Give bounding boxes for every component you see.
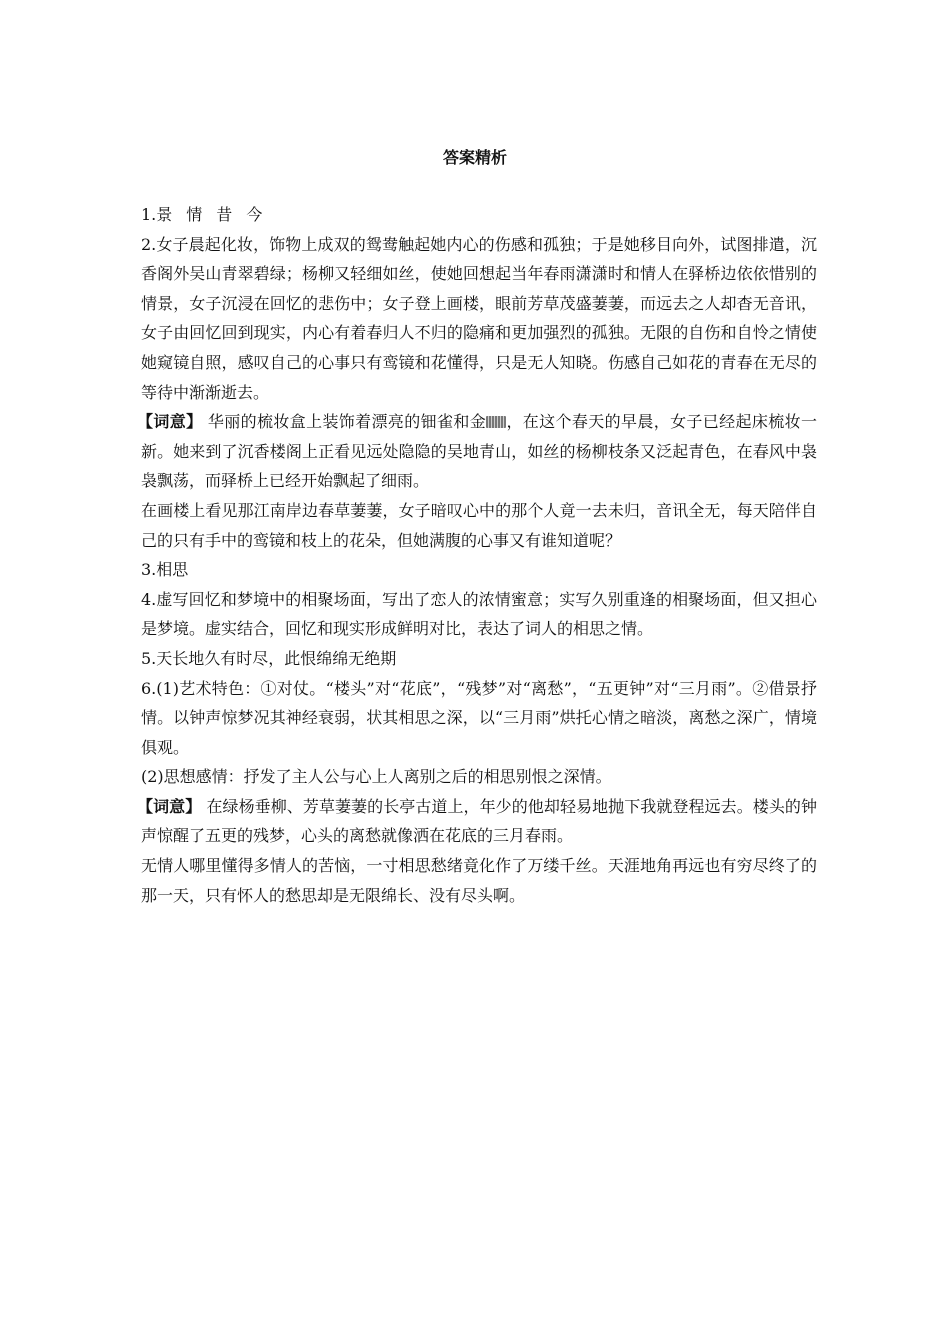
page-title: 答案精析 bbox=[442, 148, 507, 167]
answer-2: 2.女子晨起化妆，饰物上成双的鸳鸯触起她内心的伤感和孤独；于是她移目向外，试图排遣，沉香阁外吴山青翠碧绿；杨柳又轻细如丝，使她回想起当年春雨潇潇时和情人在驿桥边依依惜别的情景，女子沉浸在回忆的悲伤中；女子登上画楼，眼前芳草茂盛萋萋，而远去之人却杳无音讯，女子由回忆回到现实，内心有着春归人不归的隐痛和更加强烈的孤独。无限的自伤和自怜之情使她窥镜自照，感叹自己的心事只有鸾镜和花懂得，只是无人知晓。伤感自己如花的青春在无尽的等待中渐渐逝去。 bbox=[141, 234, 817, 402]
answer-6-ciyi bbox=[137, 792, 817, 851]
answer-5: 5.天长地久有时尽，此恨绵绵无绝期 bbox=[141, 648, 397, 668]
answer-2-ciyi-continued: 在画楼上看见那江南岸边春草萋萋，女子暗叹心中的那个人竟一去未归，音讯全无，每天陪伴自己的只有手中的鸾镜和枝上的花朵，但她满腹的心事又有谁知道呢？ bbox=[141, 500, 817, 550]
ciyi-label: 【词意】 bbox=[137, 412, 203, 432]
answer-1-item: 情 bbox=[186, 205, 203, 224]
ciyi-label: 【词意】 bbox=[137, 796, 202, 816]
answer-6-part-2: (2)思想感情：抒发了主人公与心上人离别之后的相思别恨之深情。 bbox=[141, 767, 612, 787]
answer-1-number: 1. bbox=[141, 205, 157, 224]
answer-6-part-1: 6.(1)艺术特色：①对仗。“楼头”对“花底”，“残梦”对“离愁”，“五更钟”对“三月雨”。②借景抒情。以钟声惊梦况其神经衰弱，状其相思之深，以“三月雨”烘托心情之暗淡，离愁之深广，情境俱观。 bbox=[141, 678, 817, 757]
illegible-glyph-icon bbox=[486, 416, 506, 428]
ciyi-text: 在绿杨垂柳、芳草萋萋的长亭古道上，年少的他却轻易地抛下我就登程远去。楼头的钟声惊醒了五更的残梦，心头的离愁就像洒在花底的三月春雨。 bbox=[141, 796, 817, 846]
answer-4: 4.虚写回忆和梦境中的相聚场面，写出了恋人的浓情蜜意；实写久别重逢的相聚场面，但又担心是梦境。虚实结合，回忆和现实形成鲜明对比，表达了词人的相思之情。 bbox=[141, 589, 817, 639]
answer-1-item: 昔 bbox=[216, 205, 233, 224]
ciyi-text: ，在这个春天的早晨，女子已经起床梳妆一新。她来到了沉香楼阁上正看见远处隐隐的吴地青山，如丝的杨柳枝条又泛起青色，在春风中袅袅飘荡，而驿桥上已经开始飘起了细雨。 bbox=[141, 412, 817, 491]
ciyi-text: 华丽的梳妆盒上装饰着漂亮的钿雀和金 bbox=[207, 412, 487, 432]
answer-1-item: 景 bbox=[156, 205, 173, 224]
answer-3: 3.相思 bbox=[141, 560, 189, 580]
answer-body bbox=[137, 200, 817, 910]
answer-1 bbox=[141, 200, 817, 230]
answer-1-item: 今 bbox=[246, 205, 263, 224]
answer-6-ciyi-continued: 无情人哪里懂得多情人的苦恼，一寸相思愁绪竟化作了万缕千丝。天涯地角再远也有穷尽终了的那一天，只有怀人的愁思却是无限绵长、没有尽头啊。 bbox=[141, 856, 817, 905]
answer-2-ciyi bbox=[137, 407, 817, 496]
